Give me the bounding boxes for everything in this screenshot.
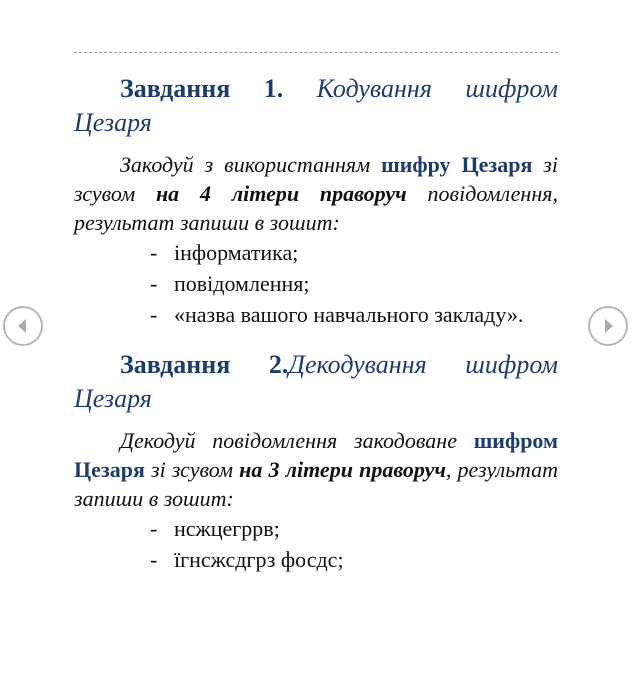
task1-title: Кодування шифром Цезаря xyxy=(74,74,559,137)
task2-cipher-name: шифром Цезаря xyxy=(74,428,558,482)
task2-text-part: зі зсувом xyxy=(144,457,240,482)
list-dash: - xyxy=(150,516,158,541)
task1-number: Завдання 1. xyxy=(120,74,284,103)
document-page xyxy=(74,52,558,575)
list-item-text: нсжцегррв; xyxy=(174,516,280,541)
task1-cipher-name: шифру Цезаря xyxy=(381,152,533,177)
task2-shift-amount: на 3 літери праворуч xyxy=(239,457,446,482)
task1-shift-amount: на 4 літери праворуч xyxy=(155,181,407,206)
list-dash: - xyxy=(150,547,158,572)
task2-instructions xyxy=(74,426,558,513)
task1-list xyxy=(74,237,558,330)
task1-heading xyxy=(74,72,558,140)
list-dash: - xyxy=(150,271,158,296)
task2-number: Завдання 2. xyxy=(120,350,289,379)
chevron-right-icon xyxy=(590,308,626,344)
task1-text-part: повідомлення, результат запиши в зошит: xyxy=(74,181,558,235)
task2-list xyxy=(74,513,558,575)
list-item xyxy=(150,513,558,544)
task2-heading xyxy=(74,348,558,416)
list-dash: - xyxy=(150,240,158,265)
chevron-left-icon xyxy=(5,308,41,344)
list-item-text: «назва вашого навчального закладу». xyxy=(174,302,524,327)
task1-text-part: Закодуй з використанням xyxy=(120,152,382,177)
list-item-text: повідомлення; xyxy=(174,271,310,296)
task2-title: Декодування шифром Цезаря xyxy=(74,350,558,413)
list-item-text: інформатика; xyxy=(174,240,299,265)
list-item xyxy=(150,299,558,330)
task1-text-part: зі зсувом xyxy=(74,152,559,206)
prev-page-button[interactable] xyxy=(3,306,43,346)
task1-instructions xyxy=(74,150,558,237)
next-page-button[interactable] xyxy=(588,306,628,346)
list-dash: - xyxy=(150,302,158,327)
task2-text-part: , результат запиши в зошит: xyxy=(74,457,558,511)
list-item xyxy=(150,544,558,575)
list-item xyxy=(150,237,558,268)
list-item xyxy=(150,268,558,299)
task2-text-part: Декодуй повідомлення закодоване xyxy=(120,428,474,453)
list-item-text: їгнсжсдгрз фосдс; xyxy=(174,547,344,572)
